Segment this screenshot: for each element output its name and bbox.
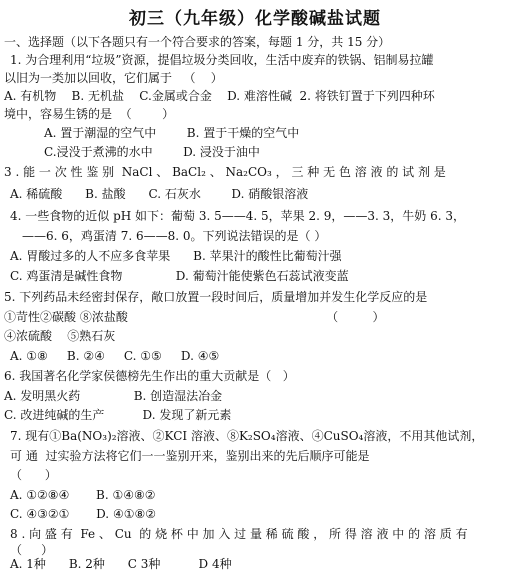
question-7-stem-cont <box>10 448 369 464</box>
text-line: 5. 下列药品未经密封保存，敞口放置一段时间后，质量增加并发生化学反应的是 <box>4 290 428 304</box>
page-title: 初三（九年级）化学酸碱盐试题 <box>129 9 381 29</box>
question-4-stem-cont <box>22 228 326 244</box>
question-5-items-2 <box>4 328 115 344</box>
question-6-options-cd <box>4 407 231 423</box>
text-line: A. ①②⑧④ B. ①④⑧② <box>10 488 156 502</box>
question-1-stem <box>10 52 434 68</box>
question-5-options <box>10 348 219 364</box>
question-5-items-1 <box>4 309 385 325</box>
text-line: 1. 为合理利用“垃圾”资源，提倡垃圾分类回收，生活中废弃的铁锅、铝制易拉罐 <box>10 53 434 67</box>
question-2-stem <box>4 106 174 122</box>
text-line: C.浸没于煮沸的水中 D. 浸没于油中 <box>44 145 260 159</box>
question-4-stem <box>10 208 465 224</box>
text-line: 8 . 向 盛 有 Fe 、 Cu 的 烧 杯 中 加 入 过 量 稀 硫 酸 ， 所 得 溶 液 中 的 溶 质 有 <box>10 527 468 541</box>
question-4-options-ab <box>10 248 342 264</box>
text-line: C. 鸡蛋清是碱性食物 D. 葡萄汁能使紫色石蕊试液变蓝 <box>10 269 349 283</box>
text-line: A. 1种 B. 2种 C 3种 D 4种 <box>10 557 232 571</box>
text-line: A. 发明黑火药 B. 创造湿法冶金 <box>4 389 223 403</box>
text-line: 7. 现有①Ba(NO₃)₂溶液、②KCI 溶液、⑧K₂SO₄溶液、④CuSO₄溶液，不用其他试剂， <box>10 429 484 443</box>
text-line: A. ①⑧ B. ②④ C. ①⑤ D. ④⑤ <box>10 349 220 363</box>
text-line: 以旧为一类加以回收，它们属于 （ ） <box>4 71 223 85</box>
text-line: （ ） <box>10 468 57 482</box>
question-6-stem <box>4 368 295 384</box>
text-line: 可 通 过实验方法将它们一一鉴别开来，鉴别出来的先后顺序可能是 <box>10 449 370 463</box>
text-line: 4. 一些食物的近似 pH 如下：葡萄 3. 5——4. 5，苹果 2. 9，——3. 3，牛奶 6. 3， <box>10 209 465 223</box>
text-line: 境中，容易生锈的是 （ ） <box>4 107 175 121</box>
question-2-options-cd <box>44 144 260 160</box>
text-line: ——6. 6，鸡蛋清 7. 6——8. 0。下列说法错误的是（ ） <box>22 229 327 243</box>
question-7-options-ab <box>10 487 156 503</box>
text-line: ④浓硫酸 ⑤熟石灰 <box>4 329 116 343</box>
question-8-options <box>10 556 232 572</box>
text-line: 6. 我国著名化学家侯德榜先生作出的重大贡献是（ ） <box>4 369 295 383</box>
question-3-stem <box>4 164 446 180</box>
question-1-stem-cont <box>4 70 223 86</box>
text-line: 3 . 能 一 次 性 鉴 别 NaCl 、 BaCl₂ 、 Na₂CO₃ ， 三 种 无 色 溶 液 的 试 剂 是 <box>4 165 446 179</box>
text-line: ①苛性②碳酸 ⑧浓盐酸 （ ） <box>4 310 385 324</box>
question-7-stem <box>10 428 483 444</box>
question-6-options-ab <box>4 388 222 404</box>
question-2-options-ab <box>44 125 299 141</box>
question-4-options-cd <box>10 268 349 284</box>
question-5-stem <box>4 289 427 305</box>
text-line: A. 有机物 B. 无机盐 C.金属或合金 D. 难溶性碱 2. 将铁钉置于下列四种环 <box>4 89 435 103</box>
section-heading <box>4 34 390 50</box>
text-line: A. 胃酸过多的人不应多食苹果 B. 苹果汁的酸性比葡萄汁强 <box>10 249 342 263</box>
text-line: A. 置于潮湿的空气中 B. 置于干燥的空气中 <box>44 126 300 140</box>
text-line: 一、选择题（以下各题只有一个符合要求的答案，每题 1 分，共 15 分） <box>4 35 391 49</box>
question-1-options <box>4 88 435 104</box>
question-8-stem <box>10 526 468 542</box>
text-line: A. 稀硫酸 B. 盐酸 C. 石灰水 D. 硝酸银溶液 <box>10 187 309 201</box>
question-7-bracket <box>10 467 57 483</box>
question-3-options <box>10 186 308 202</box>
text-line: C. 改进纯碱的生产 D. 发现了新元素 <box>4 408 232 422</box>
text-line: C. ④③②① D. ④①⑧② <box>10 507 156 521</box>
text-line: （ ） <box>10 543 54 557</box>
question-7-options-cd <box>10 506 156 522</box>
